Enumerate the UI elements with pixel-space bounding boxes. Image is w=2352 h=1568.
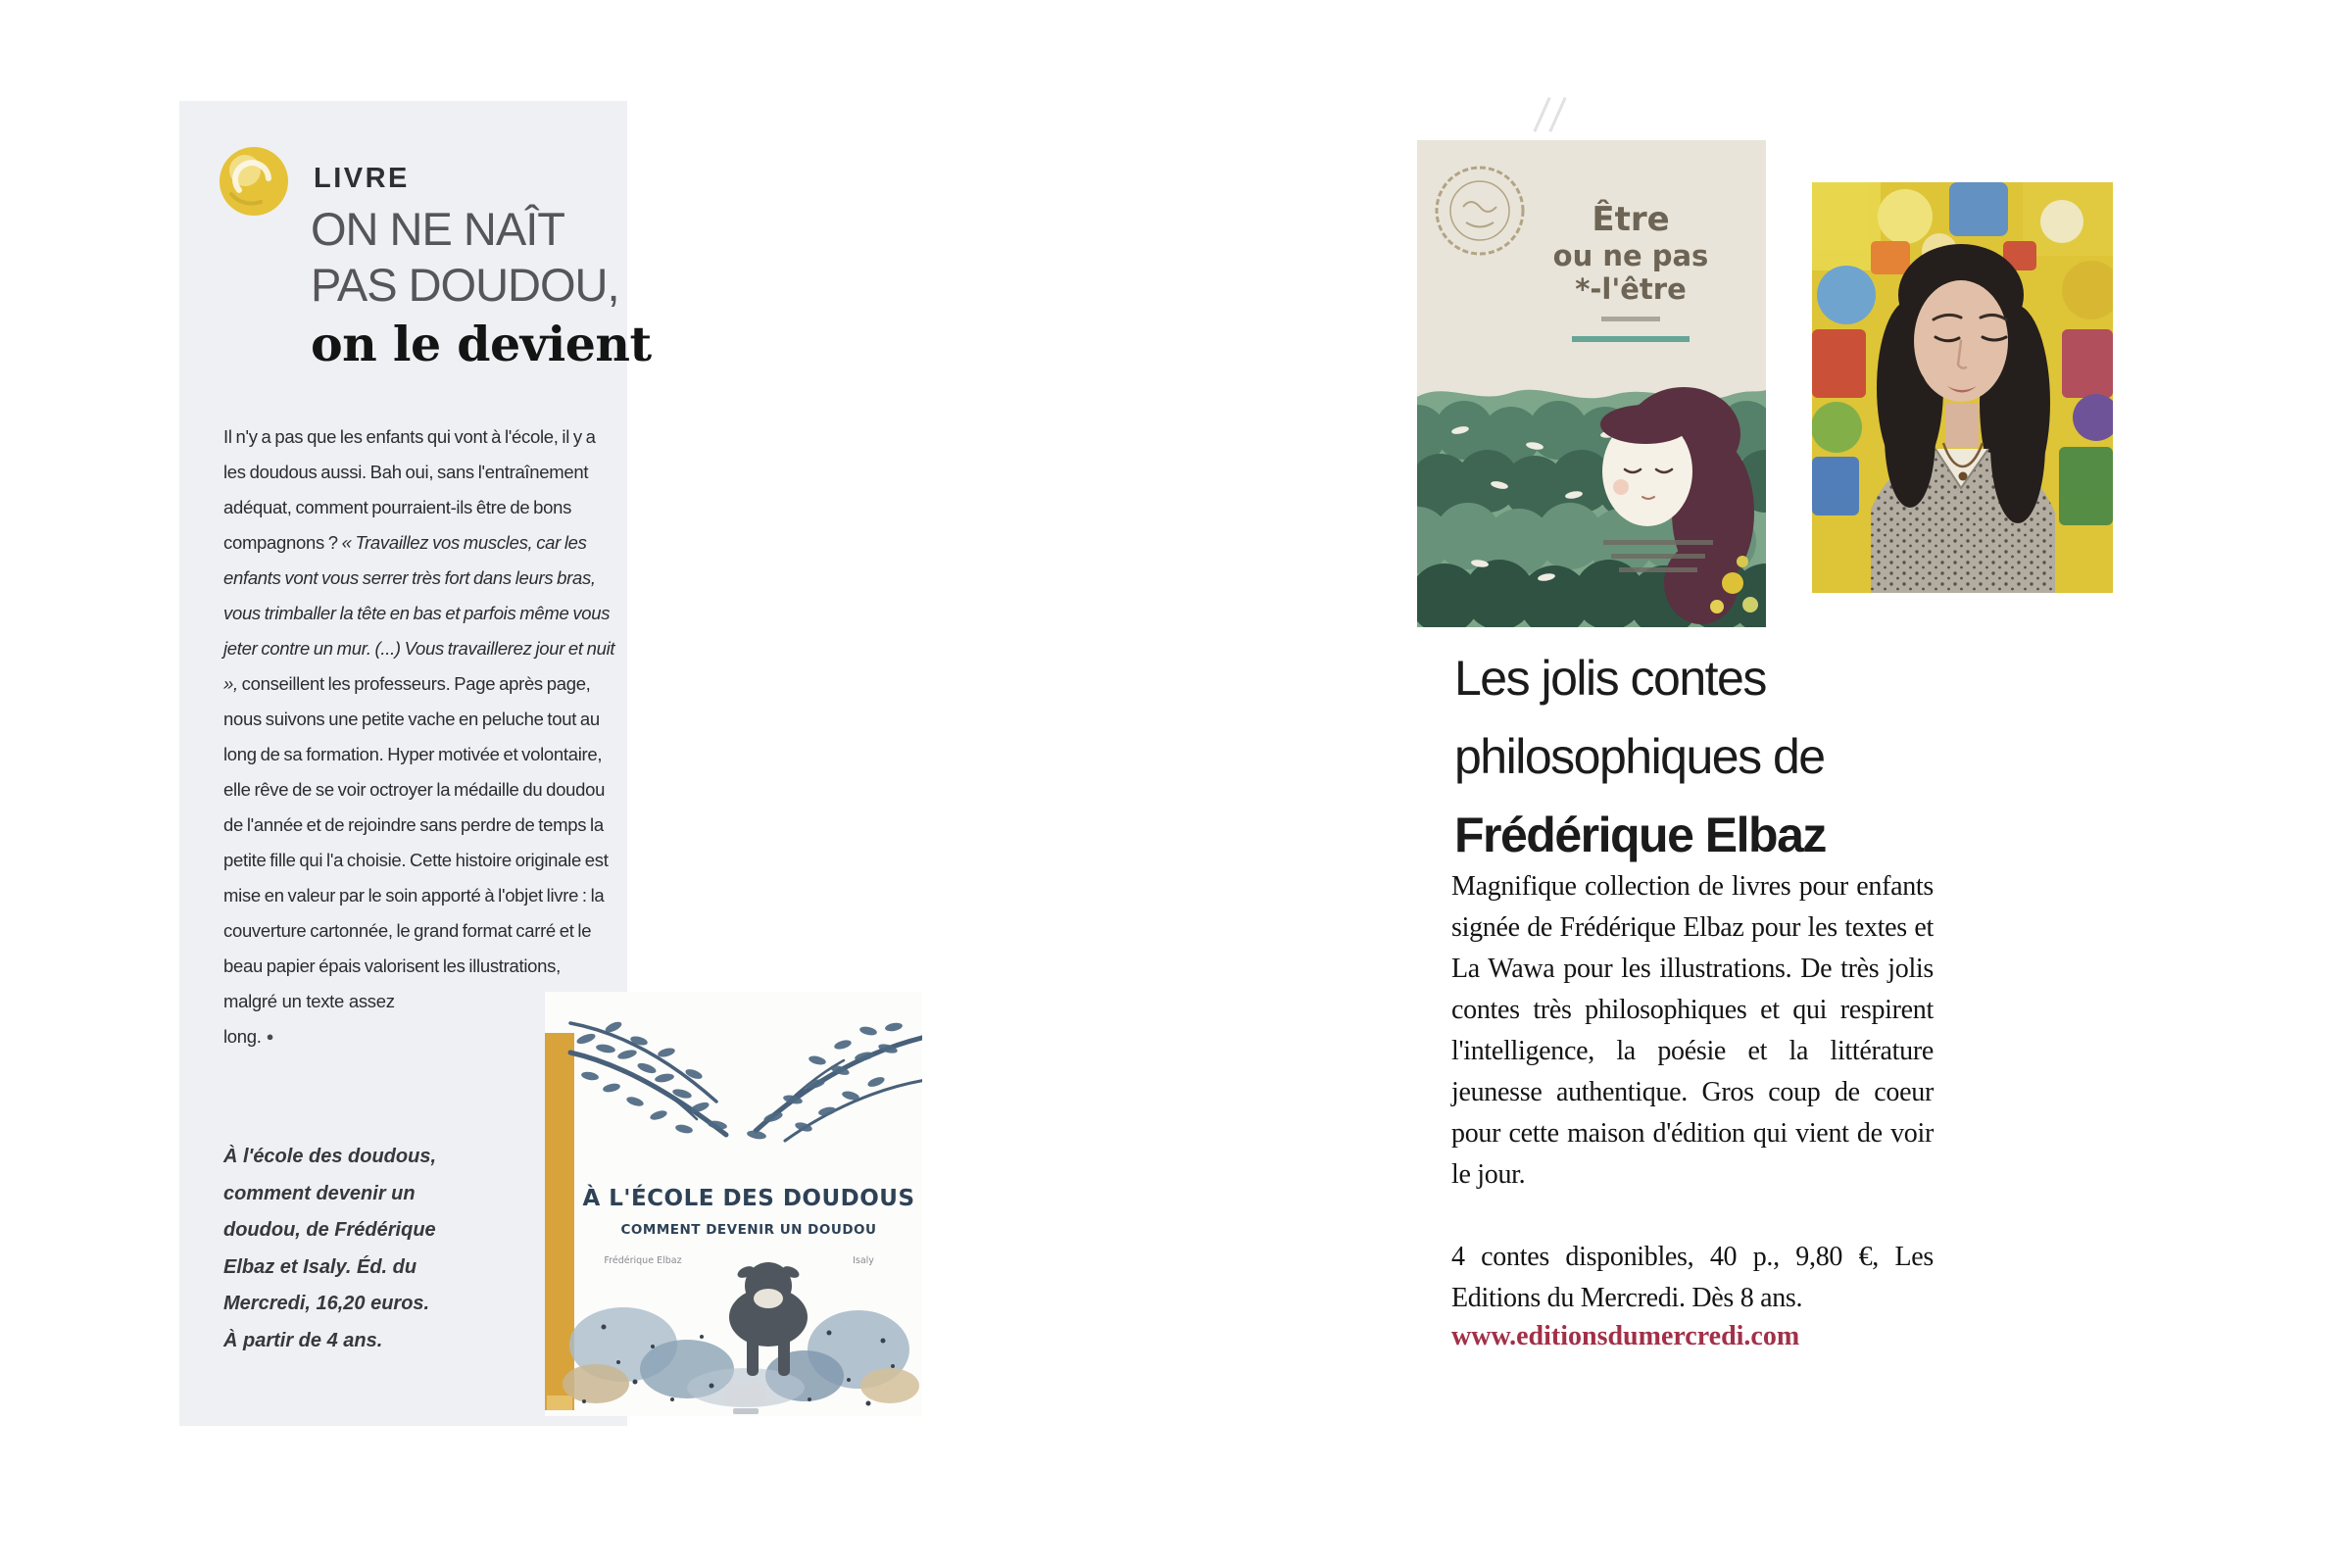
left-article-body-tail bbox=[223, 984, 434, 1054]
book-spine bbox=[545, 1033, 574, 1410]
book-cover-doudous bbox=[545, 992, 922, 1416]
body-text-segment: conseillent les professeurs. Page après page, nous suivons une petite vache en peluche tout au long de sa formation. Hyper motivée et volontaire, elle rêve de se voir octroyer la médaille du doudou de l'année et de rejoindre sans perdre de temps la petite fille qui l'a choisie. Cette histoire originale est mise en valeur par le soin apporté à l'objet livre : la couverture cartonnée, le grand format carré et le beau papier épais valorisent les illustrations, bbox=[223, 673, 609, 976]
left-headline-line2: PAS DOUDOU, bbox=[311, 259, 619, 311]
right-headline-line1: Les jolis contes bbox=[1454, 651, 1766, 706]
pencil-mark bbox=[1548, 97, 1566, 132]
cover1-author-left: Frédérique Elbaz bbox=[604, 1255, 682, 1266]
body-text-segment: Il n'y a pas que les enfants qui vont à l'école, il y a les doudous aussi. Bah oui, sans l'entraînement adéquat, comment pourraient-ils être de bons compagnons ? bbox=[223, 426, 596, 553]
cover1-subtitle: COMMENT DEVENIR UN DOUDOU bbox=[620, 1222, 877, 1238]
author-portrait-illustration bbox=[1812, 182, 2113, 593]
left-article-body bbox=[223, 419, 617, 984]
left-headline-line1: ON NE NAÎT bbox=[311, 203, 564, 255]
section-label: LIVRE bbox=[314, 163, 410, 194]
publisher-website-link[interactable]: www.editionsdumercredi.com bbox=[1451, 1321, 1800, 1351]
body-text-segment: « Travaillez vos muscles, car les enfants vont vous serrer très fort dans leurs bras, vous trimballer la tête en bas et parfois même vous jeter contre un mur. (...) Vous travaillerez jour et nuit », bbox=[223, 532, 615, 694]
book-reference-credit: À l'école des doudous, comment devenir un doudou, de Frédérique Elbaz et Isaly. Éd. du Mercredi, 16,20 euros. À partir de 4 ans. bbox=[223, 1146, 437, 1351]
right-article-details: 4 contes disponibles, 40 p., 9,80 €, Les Editions du Mercredi. Dès 8 ans. bbox=[1451, 1242, 1934, 1313]
left-headline-bold: on le devient bbox=[311, 316, 652, 372]
right-headline-line2: philosophiques de bbox=[1454, 729, 1825, 784]
body-tail-text: malgré un texte assez long. bbox=[223, 991, 395, 1047]
author-portrait-photo bbox=[1812, 182, 2113, 593]
pencil-mark bbox=[1533, 97, 1550, 132]
cover2-title-line1: Être bbox=[1592, 200, 1670, 239]
book-cover-etre bbox=[1417, 140, 1766, 627]
livre-badge-icon bbox=[218, 145, 290, 218]
cover2-small-text-lines bbox=[1603, 540, 1713, 572]
right-headline-bold: Frédérique Elbaz bbox=[1454, 808, 1826, 862]
cover1-title: À L'ÉCOLE DES DOUDOUS bbox=[582, 1186, 915, 1211]
publisher-logo bbox=[725, 1384, 766, 1405]
book-cover-etre-illustration bbox=[1417, 140, 1766, 627]
cover2-title-line2: ou ne pas bbox=[1552, 239, 1709, 272]
end-of-article-icon: ● bbox=[266, 1029, 274, 1044]
cover2-title-line3: *-l'être bbox=[1575, 272, 1687, 306]
right-article-body: Magnifique collection de livres pour enfants signée de Frédérique Elbaz pour les textes et La Wawa pour les illustrations. De très jolis contes très philosophiques et qui respirent l'intelligence, la poésie et la littérature jeunesse authentique. Gros coup de coeur pour cette maison d'édition qui vient de voir le jour. bbox=[1451, 871, 1934, 1190]
book-cover-doudous-illustration bbox=[545, 992, 922, 1416]
cover1-author-right: Isaly bbox=[853, 1255, 874, 1266]
